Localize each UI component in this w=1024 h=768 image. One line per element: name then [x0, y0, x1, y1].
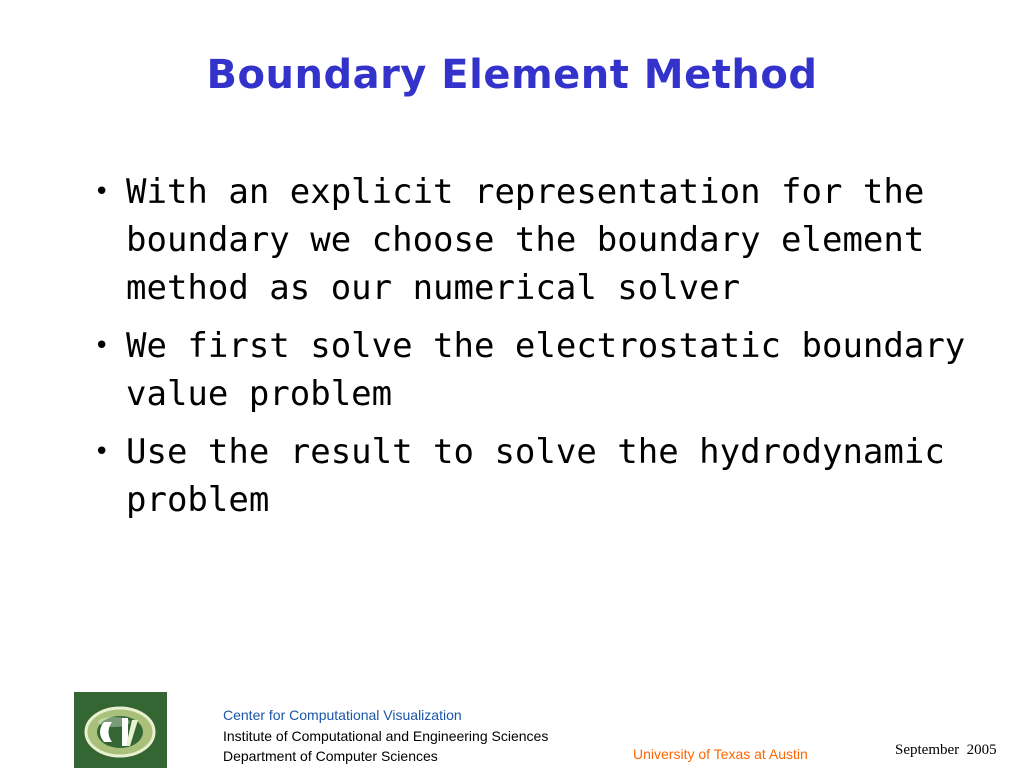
bullet-item: [88, 428, 968, 524]
footer-date: September 2005: [895, 742, 997, 758]
bullet-icon: •: [94, 177, 110, 207]
bullet-icon: •: [94, 331, 110, 361]
footer-center-name: Center for Computational Visualization: [223, 707, 462, 723]
bullet-text: With an explicit representation for the boundary we choose the boundary element method as our numerical solver: [126, 172, 925, 308]
footer-affiliations: [223, 705, 548, 767]
bullet-item: [88, 168, 968, 312]
bullet-icon: •: [94, 437, 110, 467]
footer-institute: Institute of Computational and Engineering Sciences: [223, 727, 549, 744]
ccv-logo-icon: [74, 692, 167, 768]
footer-department: Department of Computer Sciences: [223, 748, 438, 764]
bullet-text: We first solve the electrostatic boundary value problem: [126, 326, 966, 414]
bullet-list: [88, 168, 968, 534]
footer-university: University of Texas at Austin: [633, 746, 808, 762]
slide-title: Boundary Element Method: [206, 52, 818, 98]
bullet-text: Use the result to solve the hydrodynamic problem: [126, 432, 945, 520]
bullet-item: [88, 322, 968, 418]
